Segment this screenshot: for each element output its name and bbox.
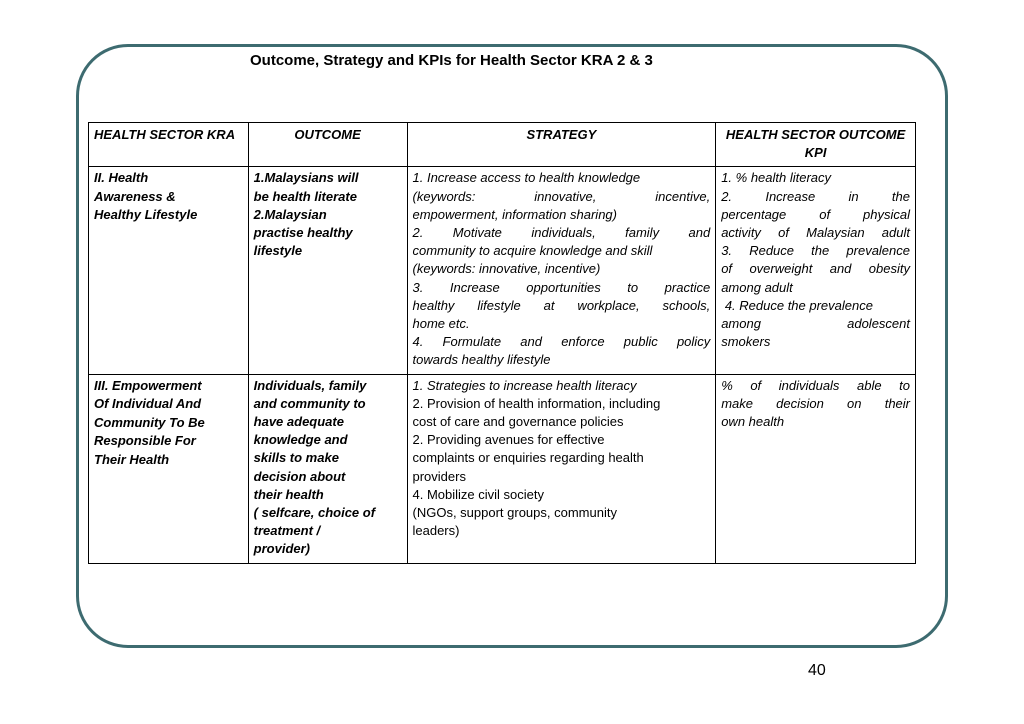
cell-line: 1.Malaysians will	[253, 170, 359, 186]
page-number: 40	[808, 662, 826, 679]
cell-line: 4. Reduce the prevalence	[721, 297, 873, 313]
table-row	[89, 374, 916, 563]
cell-line: 3. Increase opportunities to practice	[412, 279, 711, 295]
cell-kpi	[716, 374, 916, 563]
cell-line: activity of Malaysian adult	[721, 225, 910, 241]
cell-line: their health	[253, 486, 324, 502]
cell-line: be health literate	[253, 188, 357, 204]
cell-line: community to acquire knowledge and skill	[412, 243, 653, 259]
cell-line: Responsible For	[94, 433, 196, 449]
cell-outcome	[248, 374, 407, 563]
cell-line: of overweight and obesity	[721, 261, 910, 277]
cell-line: Their Health	[94, 451, 170, 467]
cell-line: towards healthy lifestyle	[412, 352, 551, 368]
cell-line: provider)	[253, 541, 310, 557]
cell-kpi	[716, 167, 916, 374]
cell-line: 3. Reduce the prevalence	[721, 243, 910, 259]
cell-line: home etc.	[412, 316, 470, 332]
cell-line: decision about	[253, 468, 346, 484]
cell-line: make decision on their	[721, 395, 910, 411]
header-strategy: STRATEGY	[407, 123, 716, 167]
cell-line: cost of care and governance policies	[412, 414, 624, 430]
cell-line: (keywords: innovative, incentive)	[412, 261, 601, 277]
cell-line: Awareness &	[94, 188, 176, 204]
cell-line: 4. Mobilize civil society	[412, 486, 544, 502]
cell-kra	[89, 374, 249, 563]
cell-line: skills to make	[253, 450, 339, 466]
cell-line: 2. Providing avenues for effective	[412, 432, 605, 448]
cell-line: providers	[412, 468, 466, 484]
cell-line: 2. Provision of health information, including	[412, 395, 661, 411]
cell-line: lifestyle	[253, 243, 303, 259]
table-header-row	[89, 123, 916, 167]
cell-line: percentage of physical	[721, 206, 910, 222]
cell-line: 1. Increase access to health knowledge	[412, 170, 641, 186]
cell-line: 2. Motivate individuals, family and	[412, 225, 711, 241]
cell-line: own health	[721, 414, 785, 430]
cell-line: II. Health	[94, 170, 149, 186]
cell-line: healthy lifestyle at workplace, schools,	[412, 297, 711, 313]
cell-line: leaders)	[412, 523, 460, 539]
cell-line: have adequate	[253, 414, 344, 430]
cell-kra	[89, 167, 249, 374]
kra-table	[88, 122, 916, 564]
cell-line: complaints or enquiries regarding health	[412, 450, 644, 466]
cell-line: (keywords: innovative, incentive,	[412, 188, 711, 204]
slide-title: Outcome, Strategy and KPIs for Health Sector KRA 2 & 3	[250, 52, 653, 69]
cell-line: smokers	[721, 334, 771, 350]
cell-line: Of Individual And	[94, 396, 202, 412]
cell-line: and community to	[253, 395, 366, 411]
cell-line: 2.Malaysian	[253, 206, 327, 222]
cell-strategy	[407, 374, 716, 563]
cell-line: Individuals, family	[253, 377, 367, 393]
header-kpi: HEALTH SECTOR OUTCOME KPI	[716, 123, 916, 167]
table-row	[89, 167, 916, 374]
cell-line: 4. Formulate and enforce public policy	[412, 334, 711, 350]
cell-line: 2. Increase in the	[721, 188, 910, 204]
cell-line: % of individuals able to	[721, 377, 910, 393]
cell-outcome	[248, 167, 407, 374]
cell-line: practise healthy	[253, 225, 353, 241]
cell-strategy	[407, 167, 716, 374]
cell-line: 1. % health literacy	[721, 170, 832, 186]
cell-line: knowledge and	[253, 432, 348, 448]
header-kra: HEALTH SECTOR KRA	[89, 123, 249, 167]
cell-line: among adult	[721, 279, 793, 295]
cell-line: III. Empowerment	[94, 377, 202, 393]
cell-line: (NGOs, support groups, community	[412, 505, 617, 521]
cell-line: among adolescent	[721, 316, 910, 332]
cell-line: 1. Strategies to increase health literacy	[412, 377, 637, 393]
cell-line: Healthy Lifestyle	[94, 206, 198, 222]
header-outcome: OUTCOME	[248, 123, 407, 167]
cell-line: ( selfcare, choice of	[253, 505, 376, 521]
cell-line: empowerment, information sharing)	[412, 206, 617, 222]
cell-line: Community To Be	[94, 414, 205, 430]
cell-line: treatment /	[253, 523, 321, 539]
